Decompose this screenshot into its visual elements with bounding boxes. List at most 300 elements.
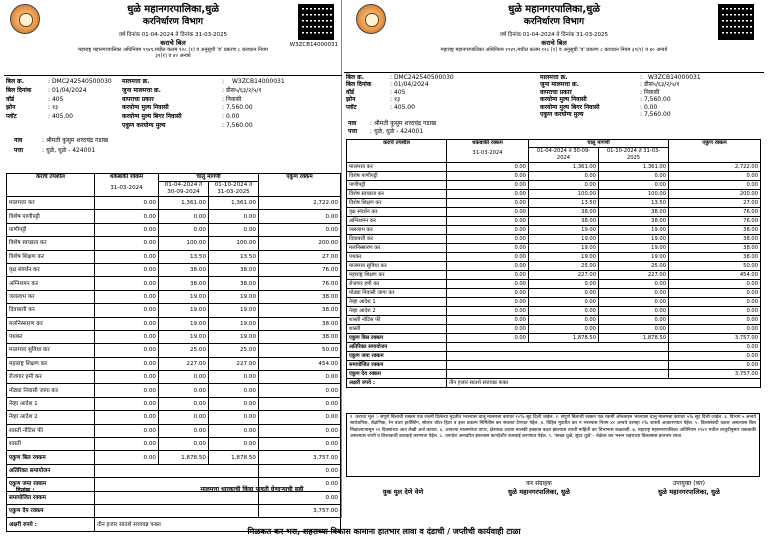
spacer-cell (447, 361, 669, 370)
amount-cell: 200.00 (259, 237, 341, 250)
amount-cell: 0.00 (529, 172, 599, 181)
tax-name-cell: दिवाबत्ती कर (347, 235, 447, 244)
summary-amount: 3,757.00 (669, 370, 761, 379)
amount-cell: 100.00 (209, 237, 259, 250)
summary-label: अतिरिक्त समायोजन (7, 464, 95, 477)
property-no-label: मालमत्ता क्र. (540, 74, 568, 81)
bill-heading: कराचे बिल (541, 38, 567, 47)
bill-info-left: बिल क्र. : DMC242540500030 बिल दिनांक : 01/04/2024 वॉर्ड : 405 झोन : १३ प्लॉट : 405.00 (346, 74, 454, 111)
rv-residential: 7,560.00 (643, 96, 671, 104)
amount-cell: 19.00 (159, 330, 209, 343)
property-code: W3ZCB14000031 (647, 74, 701, 81)
amount-cell: 0.00 (259, 397, 341, 410)
tax-name-cell: रोजगार हमी कर (347, 280, 447, 289)
amount-cell: 38.00 (669, 235, 761, 244)
ward: 405 (393, 88, 406, 96)
usage-type: निवासी (643, 88, 660, 96)
zone-label: झोन (6, 104, 16, 112)
rv-total-label: एकुण करयोग्य मुल्य (122, 121, 166, 129)
zone: १३ (393, 96, 401, 104)
amount-cell: 0.00 (447, 208, 529, 217)
amount-cell: 19.00 (599, 244, 669, 253)
amount-cell: 38.00 (209, 277, 259, 290)
total-amount: 3,757.00 (259, 451, 341, 464)
amount-cell: 0.00 (529, 307, 599, 316)
amount-cell: 1,361.00 (159, 197, 209, 210)
amount-cell: 0.00 (599, 325, 669, 334)
amount-cell: 0.00 (259, 210, 341, 223)
amount-cell: 0.00 (599, 289, 669, 298)
amount-cell: 25.00 (529, 262, 599, 271)
amount-cell: 0.00 (599, 280, 669, 289)
table-row (347, 253, 761, 262)
table-row (347, 181, 761, 190)
total-amount: 1,878.50 (529, 334, 599, 343)
amount-cell: 0.00 (159, 424, 209, 437)
rv-nonresidential: 0.00 (643, 103, 658, 111)
address-label: पत्ता (14, 147, 24, 154)
table-row (7, 210, 341, 223)
amount-cell: 25.00 (209, 344, 259, 357)
amount-cell: 19.00 (159, 304, 209, 317)
amount-cell: 13.50 (599, 199, 669, 208)
amount-cell: 19.00 (529, 244, 599, 253)
owner-name-label: नाव (348, 120, 357, 127)
table-row (347, 208, 761, 217)
amount-cell: 0.00 (447, 316, 529, 325)
amount-cell: 454.00 (259, 357, 341, 370)
amount-cell: 19.00 (159, 290, 209, 303)
table-row (347, 298, 761, 307)
amount-cell: 0.00 (529, 289, 599, 298)
table-row (347, 190, 761, 199)
tax-name-cell: मोठ्या निवासी जागा कर (7, 384, 95, 397)
amount-cell: 38.00 (529, 208, 599, 217)
amount-cell: 0.00 (447, 217, 529, 226)
col-tax-header: कराचे तपशील (7, 174, 95, 197)
act-reference-2: ३९(१) व ४० अन्वये (155, 53, 191, 60)
amount-cell: 0.00 (209, 210, 259, 223)
bill-date: 01/04/2024 (393, 81, 429, 89)
total-label: एकुण बिल रक्कम (347, 334, 447, 343)
total-amount: 1,878.50 (209, 451, 259, 464)
amount-cell: 27.00 (669, 199, 761, 208)
amount-cell: 0.00 (529, 298, 599, 307)
owner-address: धुळे, धुळे - 424001 (373, 128, 424, 135)
amount-cell: 200.00 (669, 190, 761, 199)
amount-cell: 0.00 (209, 397, 259, 410)
amount-cell: 0.00 (95, 250, 159, 263)
summary-row (7, 504, 341, 517)
table-row (347, 307, 761, 316)
col-total-header: एकुण रक्कम (259, 174, 341, 197)
tax-name-cell: दिवाबत्ती कर (7, 304, 95, 317)
old-property-no: डीस५/६३/२/५/१ (643, 81, 680, 89)
ward-label: वॉर्ड (6, 95, 15, 103)
amount-cell: 0.00 (669, 316, 761, 325)
usage-type: निवासी (225, 95, 242, 103)
bill-no: DMC242540500030 (393, 74, 454, 81)
amount-cell: 0.00 (95, 197, 159, 210)
bill-date-label: बिल दिनांक (346, 81, 372, 89)
summary-amount: 0.00 (669, 343, 761, 352)
spacer-cell (95, 504, 259, 517)
signature-2-title: कर संग्राहक (526, 480, 552, 487)
amount-cell: 0.00 (259, 371, 341, 384)
amount-cell: 0.00 (95, 263, 159, 276)
total-amount: 0.00 (95, 451, 159, 464)
amount-cell: 19.00 (209, 317, 259, 330)
table-row (7, 317, 341, 330)
summary-amount: 0.00 (259, 478, 341, 491)
ward-label: वॉर्ड (346, 88, 355, 96)
amount-cell: 227.00 (529, 271, 599, 280)
rv-nonres-label: करयोग्य मुल्य बिगर निवासी (540, 103, 600, 111)
corporation-title: धुळे महानगरपालिका,धुळे (127, 4, 219, 15)
amount-cell: 0.00 (599, 307, 669, 316)
department-title: करनिर्धारण विभाग (523, 16, 585, 27)
total-amount: 3,757.00 (669, 334, 761, 343)
amount-cell: 0.00 (669, 325, 761, 334)
amount-cell: 100.00 (529, 190, 599, 199)
amount-cell: 0.00 (159, 397, 209, 410)
summary-label: समायोजित रक्कम (7, 491, 95, 504)
rv-total: 7,560.00 (643, 110, 671, 118)
amount-cell: 0.00 (95, 357, 159, 370)
tax-name-cell: पथकर (347, 253, 447, 262)
divider (344, 72, 764, 73)
tax-name-cell: वृक्ष संवर्धन कर (347, 208, 447, 217)
amount-cell: 0.00 (669, 280, 761, 289)
tax-name-cell: नेव्हा आदेश 2 (347, 307, 447, 316)
amount-cell: 0.00 (159, 371, 209, 384)
amount-cell: 0.00 (95, 330, 159, 343)
amount-cell: 0.00 (159, 223, 209, 236)
amount-cell: 19.00 (529, 226, 599, 235)
bill-copy-right (344, 0, 764, 518)
summary-row (347, 343, 761, 352)
divider (4, 75, 342, 76)
col-period-2: 01-10-2024 ते 31-03-2025 (599, 148, 669, 163)
table-row (347, 235, 761, 244)
tax-name-cell: महाराष्ट्र शिक्षण कर (7, 357, 95, 370)
signature-2 (464, 480, 614, 496)
tax-name-cell: विशेष स्वच्छता कर (347, 190, 447, 199)
bill-header (344, 4, 764, 53)
col-period-1: 01-04-2024 ते 30-09-2024 (159, 182, 209, 197)
tax-name-cell: विशेष शिक्षण कर (347, 199, 447, 208)
amount-cell: 0.00 (447, 235, 529, 244)
amount-cell: 0.00 (209, 371, 259, 384)
tax-name-cell: जललाभ कर (347, 226, 447, 235)
owner-name: श्रीमती कुसुम शरदचंद्र गडाख (45, 137, 109, 144)
old-property-label: जुना मालमत्ता क्र. (122, 86, 161, 94)
usage-label: वापराचा प्रकार (540, 88, 572, 96)
amount-cell: 27.00 (259, 250, 341, 263)
amount-cell: 0.00 (95, 317, 159, 330)
amount-cell: 0.00 (447, 190, 529, 199)
tax-name-cell: विशेष पाणीपट्टी (7, 210, 95, 223)
col-period-2: 01-10-2024 ते 31-03-2025 (209, 182, 259, 197)
plot-label: प्लॉट (6, 113, 17, 121)
amount-cell: 13.50 (209, 250, 259, 263)
owner-block: नाव : श्रीमती कुसुम शरदचंद्र गडाख पत्ता : धुळे, धुळे - 424001 (14, 137, 109, 154)
amount-cell: 0.00 (669, 289, 761, 298)
arrears-date: 31-03-2024 (472, 150, 503, 156)
tax-name-cell: मालमत्ता सुविधा कर (347, 262, 447, 271)
amount-cell: 19.00 (599, 235, 669, 244)
amount-cell: 1,361.00 (209, 197, 259, 210)
amount-in-words: तीन हजार सातशे सत्तावन्न फक्त (95, 518, 341, 531)
table-row (347, 271, 761, 280)
amount-cell: 0.00 (209, 411, 259, 424)
col-period-1: 01-04-2024 ते 30-09-2024 (529, 148, 599, 163)
tax-name-cell: मलनिस्सारण कर (347, 244, 447, 253)
total-label: एकुण बिल रक्कम (7, 451, 95, 464)
amount-cell: 38.00 (599, 217, 669, 226)
signature-2-org: धुळे महानगरपालिका, धुळे (508, 488, 570, 496)
amount-cell: 0.00 (529, 280, 599, 289)
act-reference: महाराष्ट्र महानगरपालिका अधिनियम १९४९,मधील कलम १२८ (१) व अनुसूची 'ड' प्रकरण ८ कराधान नियम (78, 46, 268, 53)
property-no-label: मालमत्ता क्र. (122, 78, 150, 85)
arrears-date: 31-03-2024 (110, 185, 143, 191)
usage-label: वापराचा प्रकार (122, 95, 154, 103)
bill-no-label: बिल क्र. (346, 74, 365, 81)
amount-cell: 0.00 (447, 307, 529, 316)
corporation-emblem (10, 4, 40, 34)
amount-cell: 0.00 (529, 316, 599, 325)
col-tax-header: कराचे तपशील (347, 140, 447, 163)
amount-cell: 38.00 (259, 290, 341, 303)
amount-cell: 38.00 (529, 217, 599, 226)
amount-cell: 0.00 (95, 210, 159, 223)
total-amount: 1,878.50 (159, 451, 209, 464)
bill-no: DMC242540500030 (51, 78, 112, 85)
amount-cell: 100.00 (599, 190, 669, 199)
summary-label: एकुण जमा रक्कम (347, 352, 447, 361)
amount-cell: 0.00 (95, 290, 159, 303)
spacer-cell (447, 343, 669, 352)
tax-name-cell: विशेष शिक्षण कर (7, 250, 95, 263)
qr-id: W3ZCB14000031 (289, 42, 338, 48)
amount-cell: 0.00 (599, 172, 669, 181)
bill-info-left: बिल क्र. : DMC242540500030 बिल दिनांक : 01/04/2024 वॉर्ड : 405 झोन : १३ प्लॉट : 405.00 (6, 78, 112, 121)
table-row (7, 263, 341, 276)
table-row (347, 316, 761, 325)
total-amount: 1,878.50 (599, 334, 669, 343)
summary-label: एकुण देय रक्कम (7, 504, 95, 517)
tax-name-cell: अग्निशमन कर (7, 277, 95, 290)
amount-cell: 13.50 (529, 199, 599, 208)
col-arrears-header (95, 174, 159, 197)
summary-label: समायोजित रक्कम (347, 361, 447, 370)
amount-cell: 0.00 (447, 172, 529, 181)
plot-label: प्लॉट (346, 103, 357, 111)
table-row (7, 277, 341, 290)
amount-cell: 454.00 (669, 271, 761, 280)
amount-cell: 0.00 (95, 397, 159, 410)
amount-cell: 25.00 (599, 262, 669, 271)
amount-cell: 0.00 (95, 304, 159, 317)
amount-cell: 19.00 (529, 235, 599, 244)
amount-cell: 0.00 (599, 298, 669, 307)
amount-cell: 0.00 (95, 371, 159, 384)
summary-label: एकुण देय रक्कम (347, 370, 447, 379)
amount-cell: 227.00 (599, 271, 669, 280)
spacer-cell (447, 370, 669, 379)
amount-cell: 0.00 (599, 181, 669, 190)
table-row (7, 357, 341, 370)
summary-amount: 0.00 (669, 361, 761, 370)
spacer-cell (447, 352, 669, 361)
tax-name-cell: नेव्हा आदेश 1 (7, 397, 95, 410)
table-row (347, 172, 761, 181)
amount-cell: 0.00 (259, 384, 341, 397)
amount-cell: 76.00 (669, 208, 761, 217)
tax-name-cell: शास्ती (7, 438, 95, 451)
ward: 405 (51, 95, 64, 103)
corporation-emblem (356, 4, 386, 34)
amount-cell: 0.00 (669, 172, 761, 181)
tax-name-cell: पाणीपट्टी (7, 223, 95, 236)
words-label: अक्षरी रुपये : (347, 379, 447, 388)
table-row (7, 237, 341, 250)
amount-cell: 25.00 (159, 344, 209, 357)
amount-cell: 0.00 (447, 226, 529, 235)
plot: 405.00 (393, 103, 415, 111)
table-row (7, 250, 341, 263)
amount-cell: 19.00 (209, 304, 259, 317)
amount-cell: 50.00 (669, 262, 761, 271)
amount-cell: 0.00 (95, 438, 159, 451)
amount-cell: 0.00 (95, 344, 159, 357)
amount-cell: 0.00 (447, 163, 529, 172)
old-property-no: डीस५/६३/२/५/१ (225, 86, 262, 94)
bill-info-right: मालमत्ता क्र. : W3ZCB14000031 जुना मालमत्ता क्र. : डीस५/६३/२/५/१ वापराचा प्रकार : निवासी करयोग्य मुल्य निवासी : 7,560.00 करयोग्य मुल्य बिगर निवासी : 0.00 एकुण करयोग्य मुल्य : 7,560.00 (122, 78, 285, 129)
bill-copy-left (4, 0, 342, 528)
footer-slogan: मिळकत कर भरा, शहराच्या विकास कामाना हातभार लावा व दंडाची / जप्तीची कार्यवाही टाळा (247, 527, 521, 536)
summary-amount: 3,757.00 (259, 504, 341, 517)
rv-res-label: करयोग्य मुल्य निवासी (540, 96, 587, 104)
amount-cell: 2,722.00 (259, 197, 341, 210)
amount-cell: 0.00 (95, 384, 159, 397)
summary-row (347, 361, 761, 370)
bill-info-right: मालमत्ता क्र. : W3ZCB14000031 जुना मालमत्ता क्र. : डीस५/६३/२/५/१ वापराचा प्रकार : निवासी करयोग्य मुल्य निवासी : 7,560.00 करयोग्य मुल्य बिगर निवासी : 0.00 एकुण करयोग्य मुल्य : 7,560.00 (540, 74, 701, 118)
amount-cell: 19.00 (209, 330, 259, 343)
rv-residential: 7,560.00 (225, 104, 253, 112)
address-label: पत्ता (348, 128, 358, 135)
words-label: अक्षरी रुपये : (7, 518, 95, 531)
tax-name-cell: महाराष्ट्र शिक्षण कर (347, 271, 447, 280)
owner-address: धुळे, धुळे - 424001 (45, 147, 96, 154)
col-arrears-header (447, 140, 529, 163)
summary-amount: 0.00 (669, 352, 761, 361)
tax-name-cell: पाणीपट्टी (347, 181, 447, 190)
amount-cell: 0.00 (159, 411, 209, 424)
table-row (7, 438, 341, 451)
amount-cell: 0.00 (447, 280, 529, 289)
tax-table (346, 139, 761, 388)
table-row (7, 344, 341, 357)
amount-cell: 0.00 (95, 223, 159, 236)
total-amount: 0.00 (447, 334, 529, 343)
amount-cell: 38.00 (159, 263, 209, 276)
total-row (7, 451, 341, 464)
summary-label: एकुण जमा रक्कम (7, 478, 95, 491)
tax-name-cell: पथकर (7, 330, 95, 343)
summary-label: अतिरिक्त समायोजन (347, 343, 447, 352)
amount-cell: 13.50 (159, 250, 209, 263)
arrears-label: थकबाकी रक्कम (472, 140, 503, 146)
summary-row (347, 352, 761, 361)
amount-cell: 38.00 (669, 253, 761, 262)
tax-name-cell: मालमत्ता कर (7, 197, 95, 210)
amount-cell: 100.00 (159, 237, 209, 250)
amount-cell: 0.00 (209, 424, 259, 437)
amount-cell: 0.00 (209, 438, 259, 451)
act-text: महाराष्ट्र महानगरपालिका अधिनियम १९४९,मधील कलम १२८ (१) व अनुसूची 'ड' प्रकरण ८ कराधान नियम (440, 46, 631, 53)
plot: 405.00 (51, 113, 73, 121)
amount-cell: 0.00 (447, 262, 529, 271)
amount-cell: 19.00 (209, 290, 259, 303)
summary-amount: 0.00 (259, 491, 341, 504)
table-row (347, 289, 761, 298)
table-row (347, 217, 761, 226)
amount-cell: 38.00 (259, 317, 341, 330)
amount-cell: 227.00 (159, 357, 209, 370)
table-row (347, 325, 761, 334)
rv-nonresidential: 0.00 (225, 113, 240, 121)
amount-cell: 38.00 (259, 304, 341, 317)
owner-block: नाव : श्रीमती कुसुम शरदचंद्र गडाख पत्ता : धुळे, धुळे - 424001 (348, 120, 437, 135)
rv-res-label: करयोग्य मुल्य निवासी (122, 104, 169, 112)
bill-date: 01/04/2024 (51, 86, 87, 94)
amount-cell: 76.00 (259, 277, 341, 290)
bill-terms: १. कराचा भूल :- संपूर्ण बिलाची रक्कम एक रकमी दिलेल्या मुदतीत भरल्यास चालू मालमत्ता करावर १०% सूट दिली जाईल. २. संपूर्ण बिलाची रक्कम एक रकमी ऑनलाइन भरल्यास चालू मालमत्ता करावर ५% सूट दिली जाईल. ३. विभाग ५ अन्वये सार्वजनिक, शैक्षणिक, रेन वाटर हार्वेस्टिंग, सोलार वॉटर हिटर व इतर प्रकल्प निर्मितीस कर सवलत देण्यात येईल. ४. विहित मुदतीत कर न भरल्यास नियम ४१ अन्वये दरमहा २% शास्ती आकारण्यात येईल. ५. बिलासंबंधी तक्रार असल्यास बिल मिळाल्यापासून २१ दिवसांच्या आत लेखी अर्ज करावा. ६. आपल्या मालमत्तेचा वापर, क्षेत्रफळ अथवा मालकी हक्कात बदल झाल्यास त्याची माहिती कर विभागास कळवावी. ७. महाराष्ट्र महानगरपालिका अधिनियम १९४९ मधील तरतुदीनुसार थकबाकी असल्यास जप्ती व लिलावाची कारवाई करण्यात येईल. ८. धनादेश अनादरित झाल्यास कायदेशीर कारवाई करण्यात येईल. ९. 'स्वच्छ धुळे, सुंदर धुळे' - वेळेवर कर भरून शहराच्या विकासास हातभार लावा. (346, 413, 760, 477)
amount-cell: 0.00 (259, 223, 341, 236)
bill-date-label: बिल दिनांक (6, 86, 32, 94)
table-row (347, 244, 761, 253)
old-property-label: जुना मालमत्ता क्र. (540, 81, 579, 89)
amount-cell: 0.00 (259, 424, 341, 437)
owner-name-label: नाव (14, 137, 23, 144)
bill-heading: कराचे बिल (160, 38, 186, 47)
amount-cell: 2,722.00 (669, 163, 761, 172)
signature-3 (616, 480, 762, 496)
qr-code (298, 4, 334, 40)
zone: १३ (51, 104, 59, 112)
rv-nonres-label: करयोग्य मुल्य बिगर निवासी (122, 113, 182, 121)
table-row (7, 290, 341, 303)
tax-name-cell: मलनिस्सारण कर (7, 317, 95, 330)
tax-name-cell: अग्निशमन कर (347, 217, 447, 226)
amount-cell: 0.00 (95, 411, 159, 424)
amount-cell: 227.00 (209, 357, 259, 370)
act-reference (344, 47, 764, 54)
tax-table (6, 173, 341, 532)
tax-name-cell: नेव्हा आदेश 1 (347, 298, 447, 307)
summary-row (7, 464, 341, 477)
amount-cell: 0.00 (95, 277, 159, 290)
table-row (7, 411, 341, 424)
amount-cell: 0.00 (95, 424, 159, 437)
table-row (347, 199, 761, 208)
table-row (7, 424, 341, 437)
amount-cell: 38.00 (259, 330, 341, 343)
tax-name-cell: नेव्हा आदेश 2 (7, 411, 95, 424)
amount-cell: 38.00 (599, 208, 669, 217)
rv-total-label: एकुण करयोग्य मुल्य (540, 110, 584, 118)
